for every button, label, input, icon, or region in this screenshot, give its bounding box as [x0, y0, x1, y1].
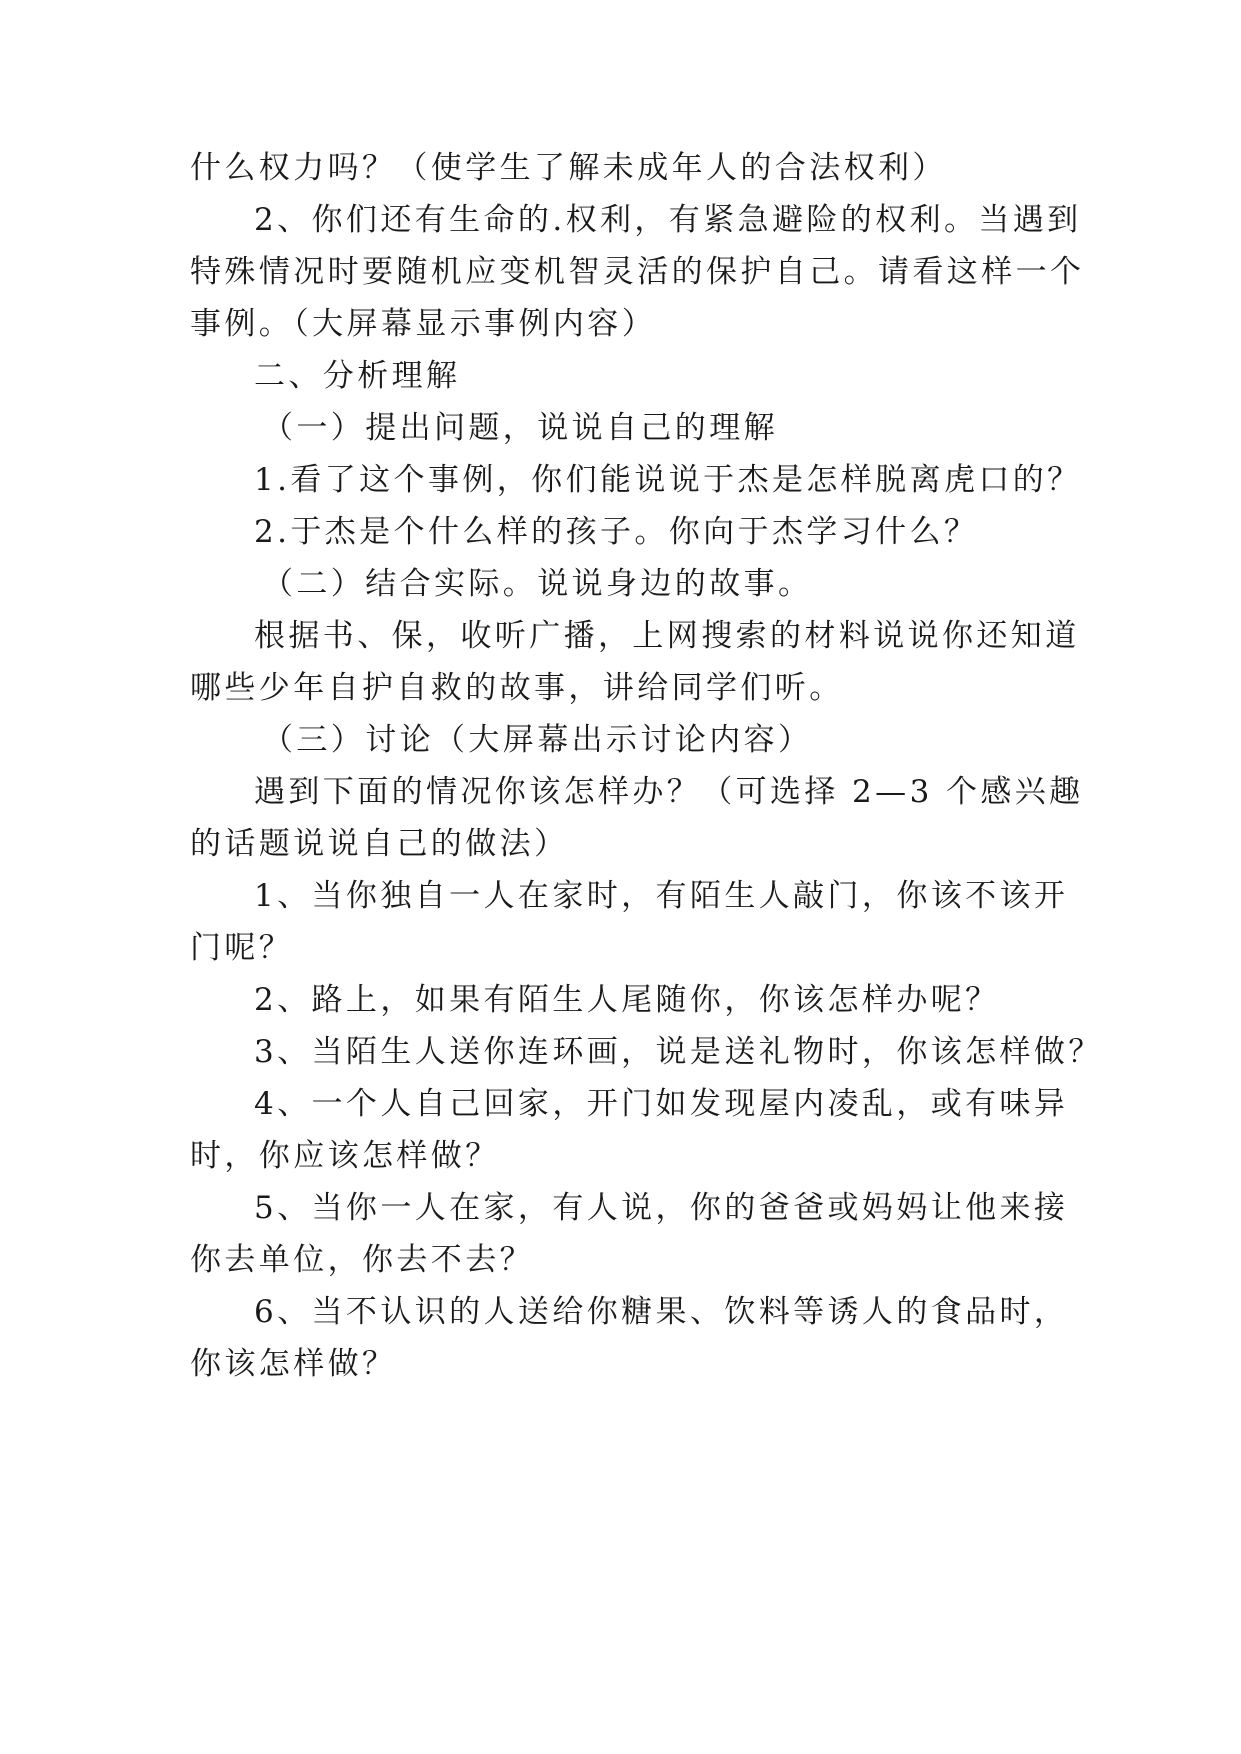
section-heading-analysis: 二、分析理解	[254, 358, 461, 394]
text-line-7: 1.看了这个事例，你们能说说于杰是怎样脱离虎口的？	[254, 462, 1082, 498]
text-line-4: 事例。（大屏幕显示事例内容）	[190, 306, 657, 342]
text-line-13: 遇到下面的情况你该怎样办？（可选择 2—3 个感兴趣	[254, 774, 1084, 810]
text-line-16: 门呢？	[190, 930, 294, 966]
text-line-3: 特殊情况时要随机应变机智灵活的保护自己。请看这样一个	[190, 254, 1085, 290]
text-line-19: 4、一个人自己回家，开门如发现屋内凌乱，或有味异	[254, 1086, 1069, 1122]
text-line-20: 时，你应该怎样做？	[190, 1138, 500, 1174]
text-line-2: 2、你们还有生命的.权利，有紧急避险的权利。当遇到	[254, 202, 1082, 238]
text-line-18: 3、当陌生人送你连环画，说是送礼物时，你该怎样做？	[254, 1034, 1103, 1070]
text-line-24: 你该怎样做？	[190, 1346, 397, 1382]
text-line-11: 哪些少年自护自救的故事，讲给同学们听。	[190, 670, 844, 706]
subsection-heading-3: （三）讨论（大屏幕出示讨论内容）	[262, 722, 813, 758]
text-line-1: 什么权力吗？（使学生了解未成年人的合法权利）	[190, 150, 947, 186]
text-line-22: 你去单位，你去不去？	[190, 1242, 534, 1278]
text-line-15: 1、当你独自一人在家时，有陌生人敲门，你该不该开	[254, 878, 1069, 914]
text-line-21: 5、当你一人在家，有人说，你的爸爸或妈妈让他来接	[254, 1190, 1069, 1226]
text-line-23: 6、当不认识的人送给你糖果、饮料等诱人的食品时，	[254, 1294, 1069, 1330]
subsection-heading-2: （二）结合实际。说说身边的故事。	[262, 566, 813, 602]
text-line-10: 根据书、保，收听广播，上网搜索的材料说说你还知道	[254, 618, 1080, 654]
text-line-14: 的话题说说自己的做法）	[190, 826, 569, 862]
text-line-8: 2.于杰是个什么样的孩子。你向于杰学习什么？	[254, 514, 979, 550]
text-line-17: 2、路上，如果有陌生人尾随你，你该怎样办呢？	[254, 982, 1000, 1018]
subsection-heading-1: （一）提出问题，说说自己的理解	[262, 410, 778, 446]
